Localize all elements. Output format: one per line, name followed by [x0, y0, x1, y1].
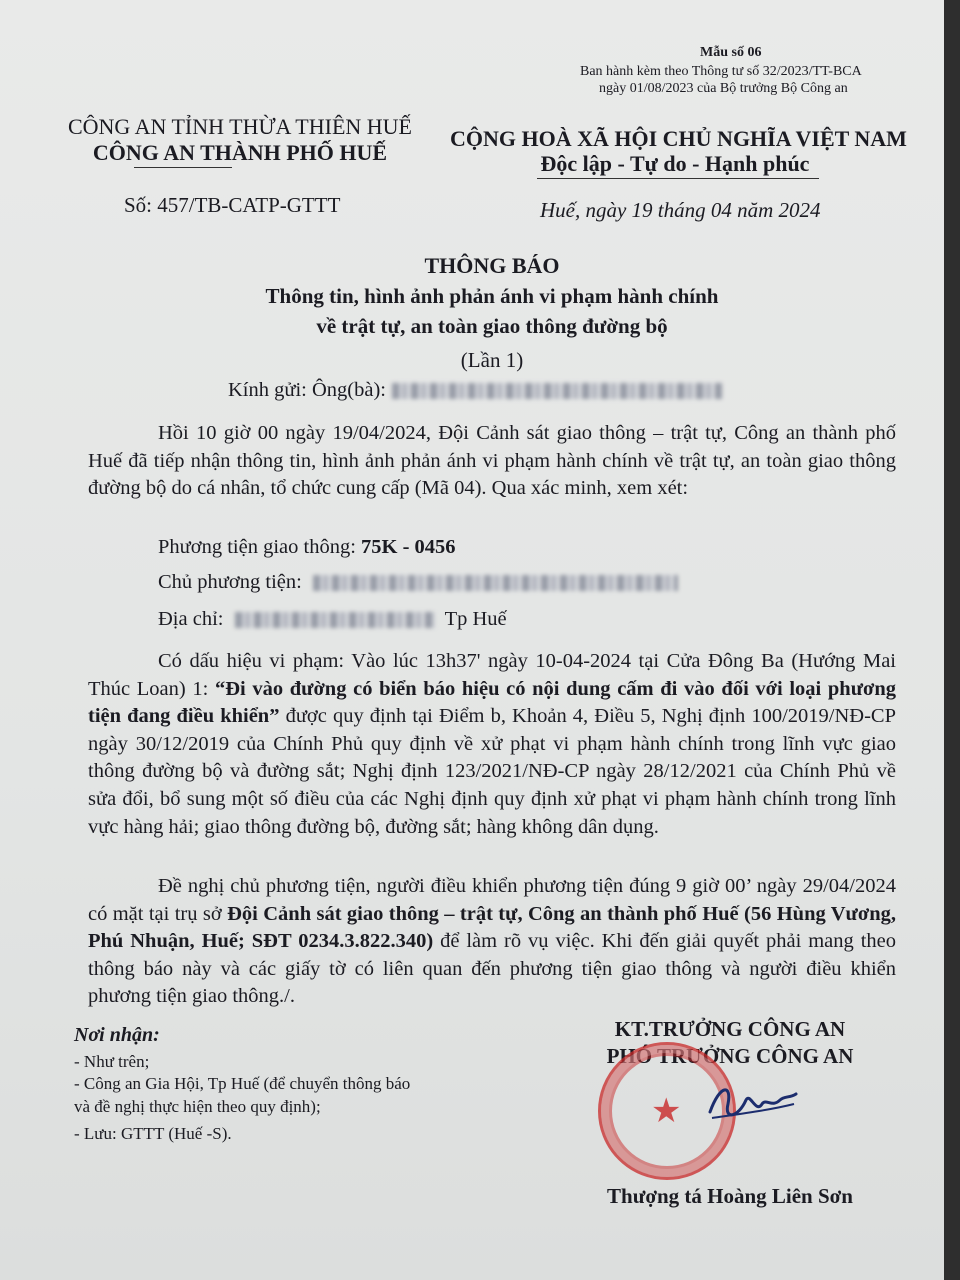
- violation-paragraph: [88, 648, 896, 841]
- nation-motto: Độc lập - Tự do - Hạnh phúc: [540, 151, 810, 176]
- vehicle-plate: 75K - 0456: [361, 536, 456, 558]
- motto-underline: [537, 178, 819, 179]
- address-line: [158, 605, 507, 633]
- violation-legal-basis: được quy định tại Điểm b, Khoản 4, Điều 5, Nghị định 100/2019/NĐ-CP ngày 30/12/2019 của Chính Phủ quy định về xử phạt vi phạm hành chính trong lĩnh vực giao thông đường bộ và đường sắt; Nghị định 123/2021/NĐ-CP ngày 28/12/2021 của Chính Phủ về sửa đổi, bổ sung một số điều của các Nghị định quy định xử phạt vi phạm hành chính trong lĩnh vực hàng hải; giao thông đường bộ, đường sắt; hàng không dân dụng.: [88, 705, 896, 838]
- redacted-owner-name: [313, 575, 678, 591]
- violation-description: “Đi vào đường có biển báo hiệu có nội dung cấm đi vào đối với loại phương tiện đang điều khiển”: [88, 677, 896, 728]
- signer-role-2: PHÓ TRƯỞNG CÔNG AN: [606, 1044, 854, 1068]
- owner-label: Chủ phương tiện:: [158, 571, 307, 593]
- background-edge: [944, 0, 960, 1280]
- request-details: để làm rõ vụ việc. Khi đến giải quyết phải mang theo thông báo này và các giấy tờ có liên quan đến phương tiện giao thông và người điều khiển phương tiện giao thông./.: [88, 930, 896, 1008]
- form-issued-line2: ngày 01/08/2023 của Bộ trưởng Bộ Công an: [599, 81, 848, 96]
- notice-edition: (Lần 1): [460, 348, 524, 372]
- intro-paragraph: Hồi 10 giờ 00 ngày 19/04/2024, Đội Cảnh sát giao thông – trật tự, Công an thành phố Huế đã tiếp nhận thông tin, hình ảnh phản ánh vi phạm hành chính về trật tự, an toàn giao thông đường bộ do cá nhân, tổ chức cung cấp (Mã 04). Qua xác minh, xem xét:: [88, 422, 896, 500]
- date-place: Huế, ngày 19 tháng 04 năm 2024: [540, 198, 821, 222]
- recipient-label: Kính gửi: Ông(bà):: [228, 379, 387, 401]
- recipients-heading: Nơi nhận:: [74, 1024, 160, 1046]
- handwritten-signature: [700, 1074, 800, 1134]
- address-label: Địa chỉ:: [158, 608, 229, 630]
- address-city: Tp Huế: [444, 608, 507, 630]
- violation-intro: Có dấu hiệu vi phạm: Vào lúc 13h37' ngày 10-04-2024 tại Cửa Đông Ba (Hướng Mai Thúc Loan) 1:: [88, 650, 896, 700]
- notice-subtitle-2: về trật tự, an toàn giao thông đường bộ: [316, 314, 668, 338]
- nation-title: CỘNG HOÀ XÃ HỘI CHỦ NGHĨA VIỆT NAM: [450, 126, 907, 151]
- request-location: Đội Cảnh sát giao thông – trật tự, Công an thành phố Huế (56 Hùng Vương, Phú Nhuận, Huế; SĐT 0234.3.822.340): [88, 902, 896, 953]
- agency-line1: CÔNG AN TỈNH THỪA THIÊN HUẾ: [67, 114, 412, 139]
- form-number: Mẫu số 06: [700, 45, 762, 60]
- agency-underline: [134, 167, 232, 168]
- request-intro: Đề nghị chủ phương tiện, người điều khiển phương tiện đúng 9 giờ 00’ ngày 29/04/2024 có mặt tại trụ sở: [88, 875, 896, 925]
- doc-number: Số: 457/TB-CATP-GTTT: [124, 193, 341, 217]
- vehicle-line: [158, 533, 456, 561]
- seal-star-icon: ★: [651, 1093, 682, 1130]
- recipients-item-1: - Như trên;: [74, 1052, 150, 1071]
- owner-line: [158, 568, 678, 596]
- recipients-item-2: - Công an Gia Hội, Tp Huế (để chuyển thông báo: [74, 1074, 411, 1093]
- vehicle-label: Phương tiện giao thông:: [158, 536, 362, 558]
- redacted-recipient-name: [392, 383, 722, 399]
- agency-line2: CÔNG AN THÀNH PHỐ HUẾ: [92, 140, 388, 165]
- recipient-line: [228, 376, 722, 404]
- redacted-address: [235, 612, 435, 628]
- request-paragraph: [88, 873, 896, 1011]
- notice-subtitle-1: Thông tin, hình ảnh phản ánh vi phạm hành chính: [265, 284, 719, 308]
- signer-name: Thượng tá Hoàng Liên Sơn: [607, 1184, 853, 1208]
- recipients-item-3: - Lưu: GTTT (Huế -S).: [74, 1124, 232, 1143]
- form-issued-line1: Ban hành kèm theo Thông tư số 32/2023/TT-BCA: [580, 64, 862, 79]
- notice-title: THÔNG BÁO: [424, 253, 560, 278]
- recipients-item-2b: và đề nghị thực hiện theo quy định);: [74, 1097, 321, 1116]
- signer-role-1: KT.TRƯỞNG CÔNG AN: [614, 1017, 846, 1041]
